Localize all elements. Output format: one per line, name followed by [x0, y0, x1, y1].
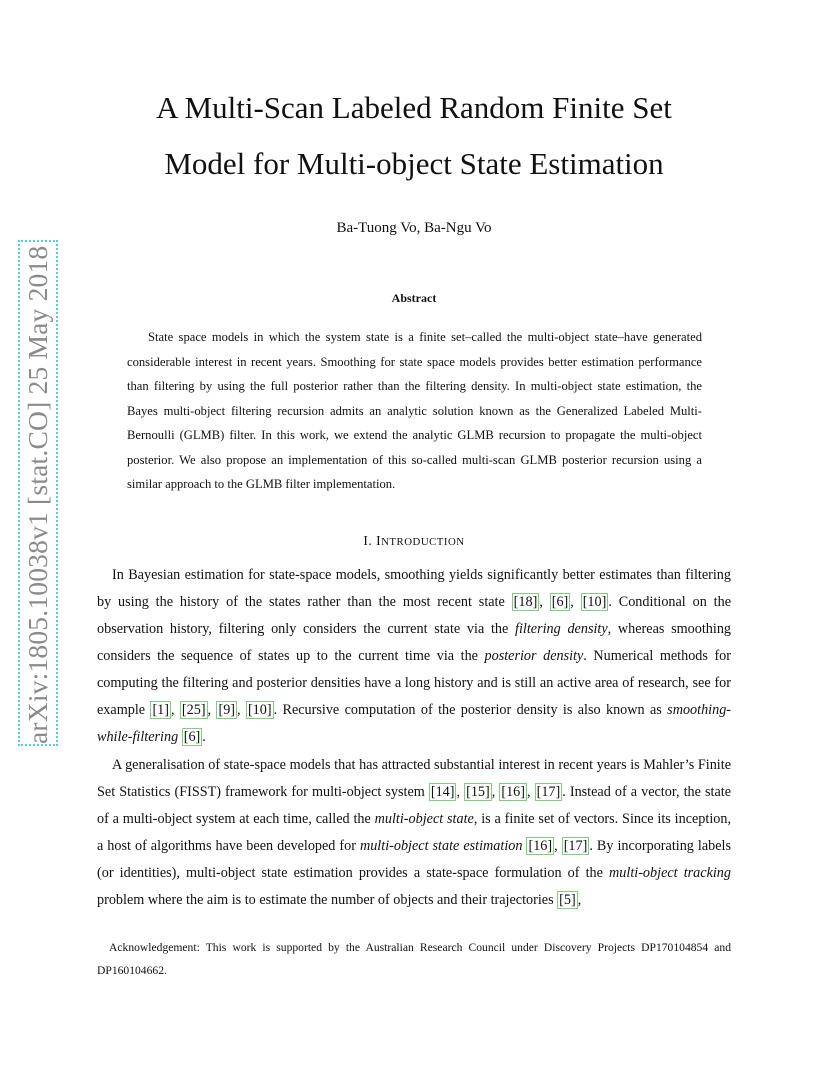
section-title-initial: I	[376, 533, 382, 548]
citation-link[interactable]: [17]	[536, 784, 561, 800]
citation-link[interactable]: [16]	[528, 838, 553, 854]
acknowledgement-footnote: Acknowledgement: This work is supported by the Australian Research Council under Discovery Projects DP170104854 and DP160104662.	[97, 941, 731, 977]
text-run: .	[202, 729, 206, 745]
citation-link[interactable]: [17]	[563, 838, 588, 854]
text-run: . Recursive computation of the posterior density is also known as	[273, 702, 668, 718]
section-heading-introduction	[97, 532, 731, 551]
citation-link[interactable]: [6]	[551, 594, 569, 610]
citation-link[interactable]: [25]	[181, 702, 206, 718]
text-run: , whereas smoothing considers the sequence of states up to the current time via the	[97, 621, 732, 664]
emphasis-term: filtering density	[515, 621, 608, 637]
text-run: . Numerical methods for computing the filtering and posterior densities have a long history and is still an active area of research, see for example	[97, 648, 732, 718]
citation-link[interactable]: [18]	[513, 594, 538, 610]
text-run: . Instead of a vector, the state of a multi-object system at each time, called the	[97, 784, 731, 827]
title-line-2: Model for Multi-object State Estimation	[164, 146, 664, 181]
text-run: In Bayesian estimation for state-space models, smoothing yields significantly better estimates than filtering by using the history of the states rather than the most recent state	[97, 567, 731, 610]
citation-link[interactable]: [6]	[183, 729, 201, 745]
emphasis-term: smoothing-while-filtering	[97, 702, 732, 745]
text-run: ,	[577, 892, 582, 908]
title-line-1: A Multi-Scan Labeled Random Finite Set	[156, 90, 672, 125]
emphasis-term: posterior density	[484, 648, 584, 664]
citation-link[interactable]: [5]	[559, 892, 576, 908]
text-run: , is a finite set of vectors. Since its inception, a host of algorithms have been developed for	[97, 811, 732, 854]
emphasis-term: multi-object tracking	[609, 865, 731, 881]
section-title-rest: NTRODUCTION	[381, 536, 465, 548]
text-run: A generalisation of state-space models that has attracted substantial interest in recent years is Mahler’s Finite Set Statistics (FISST) framework for multi-object system	[97, 757, 731, 800]
citation-link[interactable]: [10]	[247, 702, 272, 718]
abstract-text: State space models in which the system state is a finite set–called the multi-object state–have generated considerable interest in recent years. Smoothing for state space models provides better estimation performance than filtering by using the full posterior rather than the filtering density. In multi-object state estimation, the Bayes multi-object filtering recursion admits an analytic solution known as the Generalized Labeled Multi-Bernoulli (GLMB) filter. In this work, we extend the analytic GLMB recursion to propagate the multi-object posterior. We also propose an implementation of this so-called multi-scan GLMB posterior recursion using a similar approach to the GLMB filter implementation.	[127, 330, 702, 491]
text-run: . By incorporating labels (or identities), multi-object state estimation provides a state-space formulation of the	[97, 838, 731, 881]
abstract-heading: Abstract	[391, 291, 437, 305]
citation-link[interactable]: [10]	[582, 594, 607, 610]
emphasis-term: multi-object state estimation	[359, 838, 523, 854]
text-run: problem where the aim is to estimate the number of objects and their trajectories	[97, 892, 558, 908]
citation-link[interactable]: [1]	[152, 702, 169, 718]
citation-link[interactable]: [14]	[430, 784, 455, 800]
intro-paragraph-2: A generalisation of state-space models that has attracted substantial interest in recent years is Mahler’s Finite Set Statistics (FISST) framework for multi-object system [14] , [15] , [16] , [17] . Instead of a vector, the state of a multi-object system at each time, called the multi-object state, is a finite set of vectors. Since its inception, a host of algorithms have been developed for multi-object state estimation [16] , [17] . By incorporating labels (or identities), multi-object state estimation provides a state-space formulation of the multi-object tracking problem where the aim is to estimate the number of objects and their trajectories [5] ,	[97, 757, 732, 908]
citation-link[interactable]: [16]	[501, 784, 525, 800]
section-number: I.	[363, 533, 373, 548]
citation-link[interactable]: [9]	[218, 702, 236, 718]
authors: Ba-Tuong Vo, Ba-Ngu Vo	[336, 220, 492, 236]
emphasis-term: multi-object state	[374, 811, 474, 827]
text-run: . Conditional on the observation history, filtering only considers the current state via the	[97, 594, 732, 637]
intro-paragraph-1: In Bayesian estimation for state-space models, smoothing yields significantly better estimates than filtering by using the history of the states rather than the most recent state [18] , [6] , [10] . Conditional on the observation history, filtering only considers the current state via the filtering density, whereas smoothing considers the sequence of states up to the current time via the posterior density. Numerical methods for computing the filtering and posterior densities have a long history and is still an active area of research, see for example [1] , [25] , [9] , [10] . Recursive computation of the posterior density is also known as smoothing-while-filtering [6] .	[97, 567, 732, 745]
citation-link[interactable]: [15]	[466, 784, 490, 800]
arxiv-identifier: arXiv:1805.10038v1 [stat.CO] 25 May 2018	[22, 245, 53, 744]
paper-title	[97, 80, 731, 192]
